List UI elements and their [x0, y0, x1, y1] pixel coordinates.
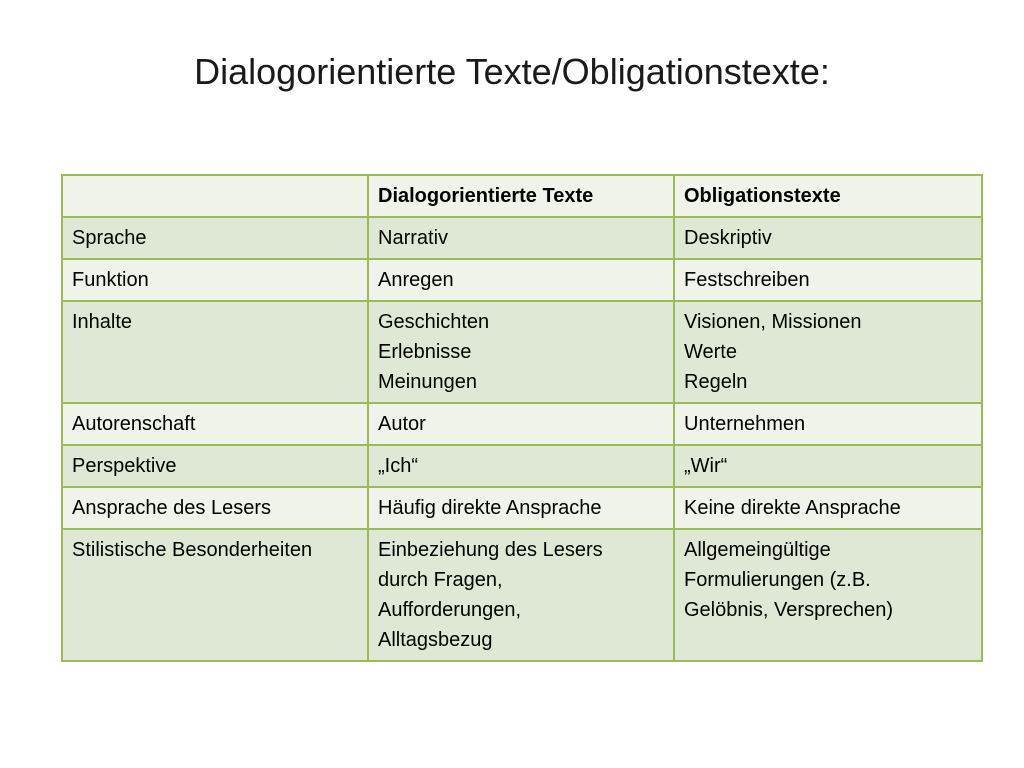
cell-dialog: Narrativ: [368, 217, 674, 259]
table-row-ansprache-des-lesers: [62, 487, 982, 529]
table-row-stilistische-besonderheiten: [62, 529, 982, 661]
table-row-inhalte: [62, 301, 982, 403]
cell-obligation: Visionen, Missionen Werte Regeln: [674, 301, 982, 403]
header-cell-obligationstexte: Obligationstexte: [674, 175, 982, 217]
row-label: Stilistische Besonderheiten: [62, 529, 368, 661]
table-row-funktion: [62, 259, 982, 301]
cell-dialog: Häufig direkte Ansprache: [368, 487, 674, 529]
row-label: Funktion: [62, 259, 368, 301]
cell-obligation: Allgemeingültige Formulierungen (z.B. Gelöbnis, Versprechen): [674, 529, 982, 661]
comparison-table: [61, 174, 983, 662]
row-label: Perspektive: [62, 445, 368, 487]
cell-obligation: Keine direkte Ansprache: [674, 487, 982, 529]
slide-title: Dialogorientierte Texte/Obligationstexte:: [194, 51, 830, 92]
cell-obligation: Deskriptiv: [674, 217, 982, 259]
cell-obligation: „Wir“: [674, 445, 982, 487]
cell-dialog: Autor: [368, 403, 674, 445]
table-row-perspektive: [62, 445, 982, 487]
row-label: Autorenschaft: [62, 403, 368, 445]
cell-dialog: „Ich“: [368, 445, 674, 487]
header-cell-empty: [62, 175, 368, 217]
table-row-sprache: [62, 217, 982, 259]
table-header-row: [62, 175, 982, 217]
cell-dialog: Geschichten Erlebnisse Meinungen: [368, 301, 674, 403]
cell-dialog: Einbeziehung des Lesers durch Fragen, Aufforderungen, Alltagsbezug: [368, 529, 674, 661]
table-row-autorenschaft: [62, 403, 982, 445]
cell-obligation: Festschreiben: [674, 259, 982, 301]
row-label: Sprache: [62, 217, 368, 259]
row-label: Ansprache des Lesers: [62, 487, 368, 529]
header-cell-dialogorientierte-texte: Dialogorientierte Texte: [368, 175, 674, 217]
cell-obligation: Unternehmen: [674, 403, 982, 445]
cell-dialog: Anregen: [368, 259, 674, 301]
row-label: Inhalte: [62, 301, 368, 403]
